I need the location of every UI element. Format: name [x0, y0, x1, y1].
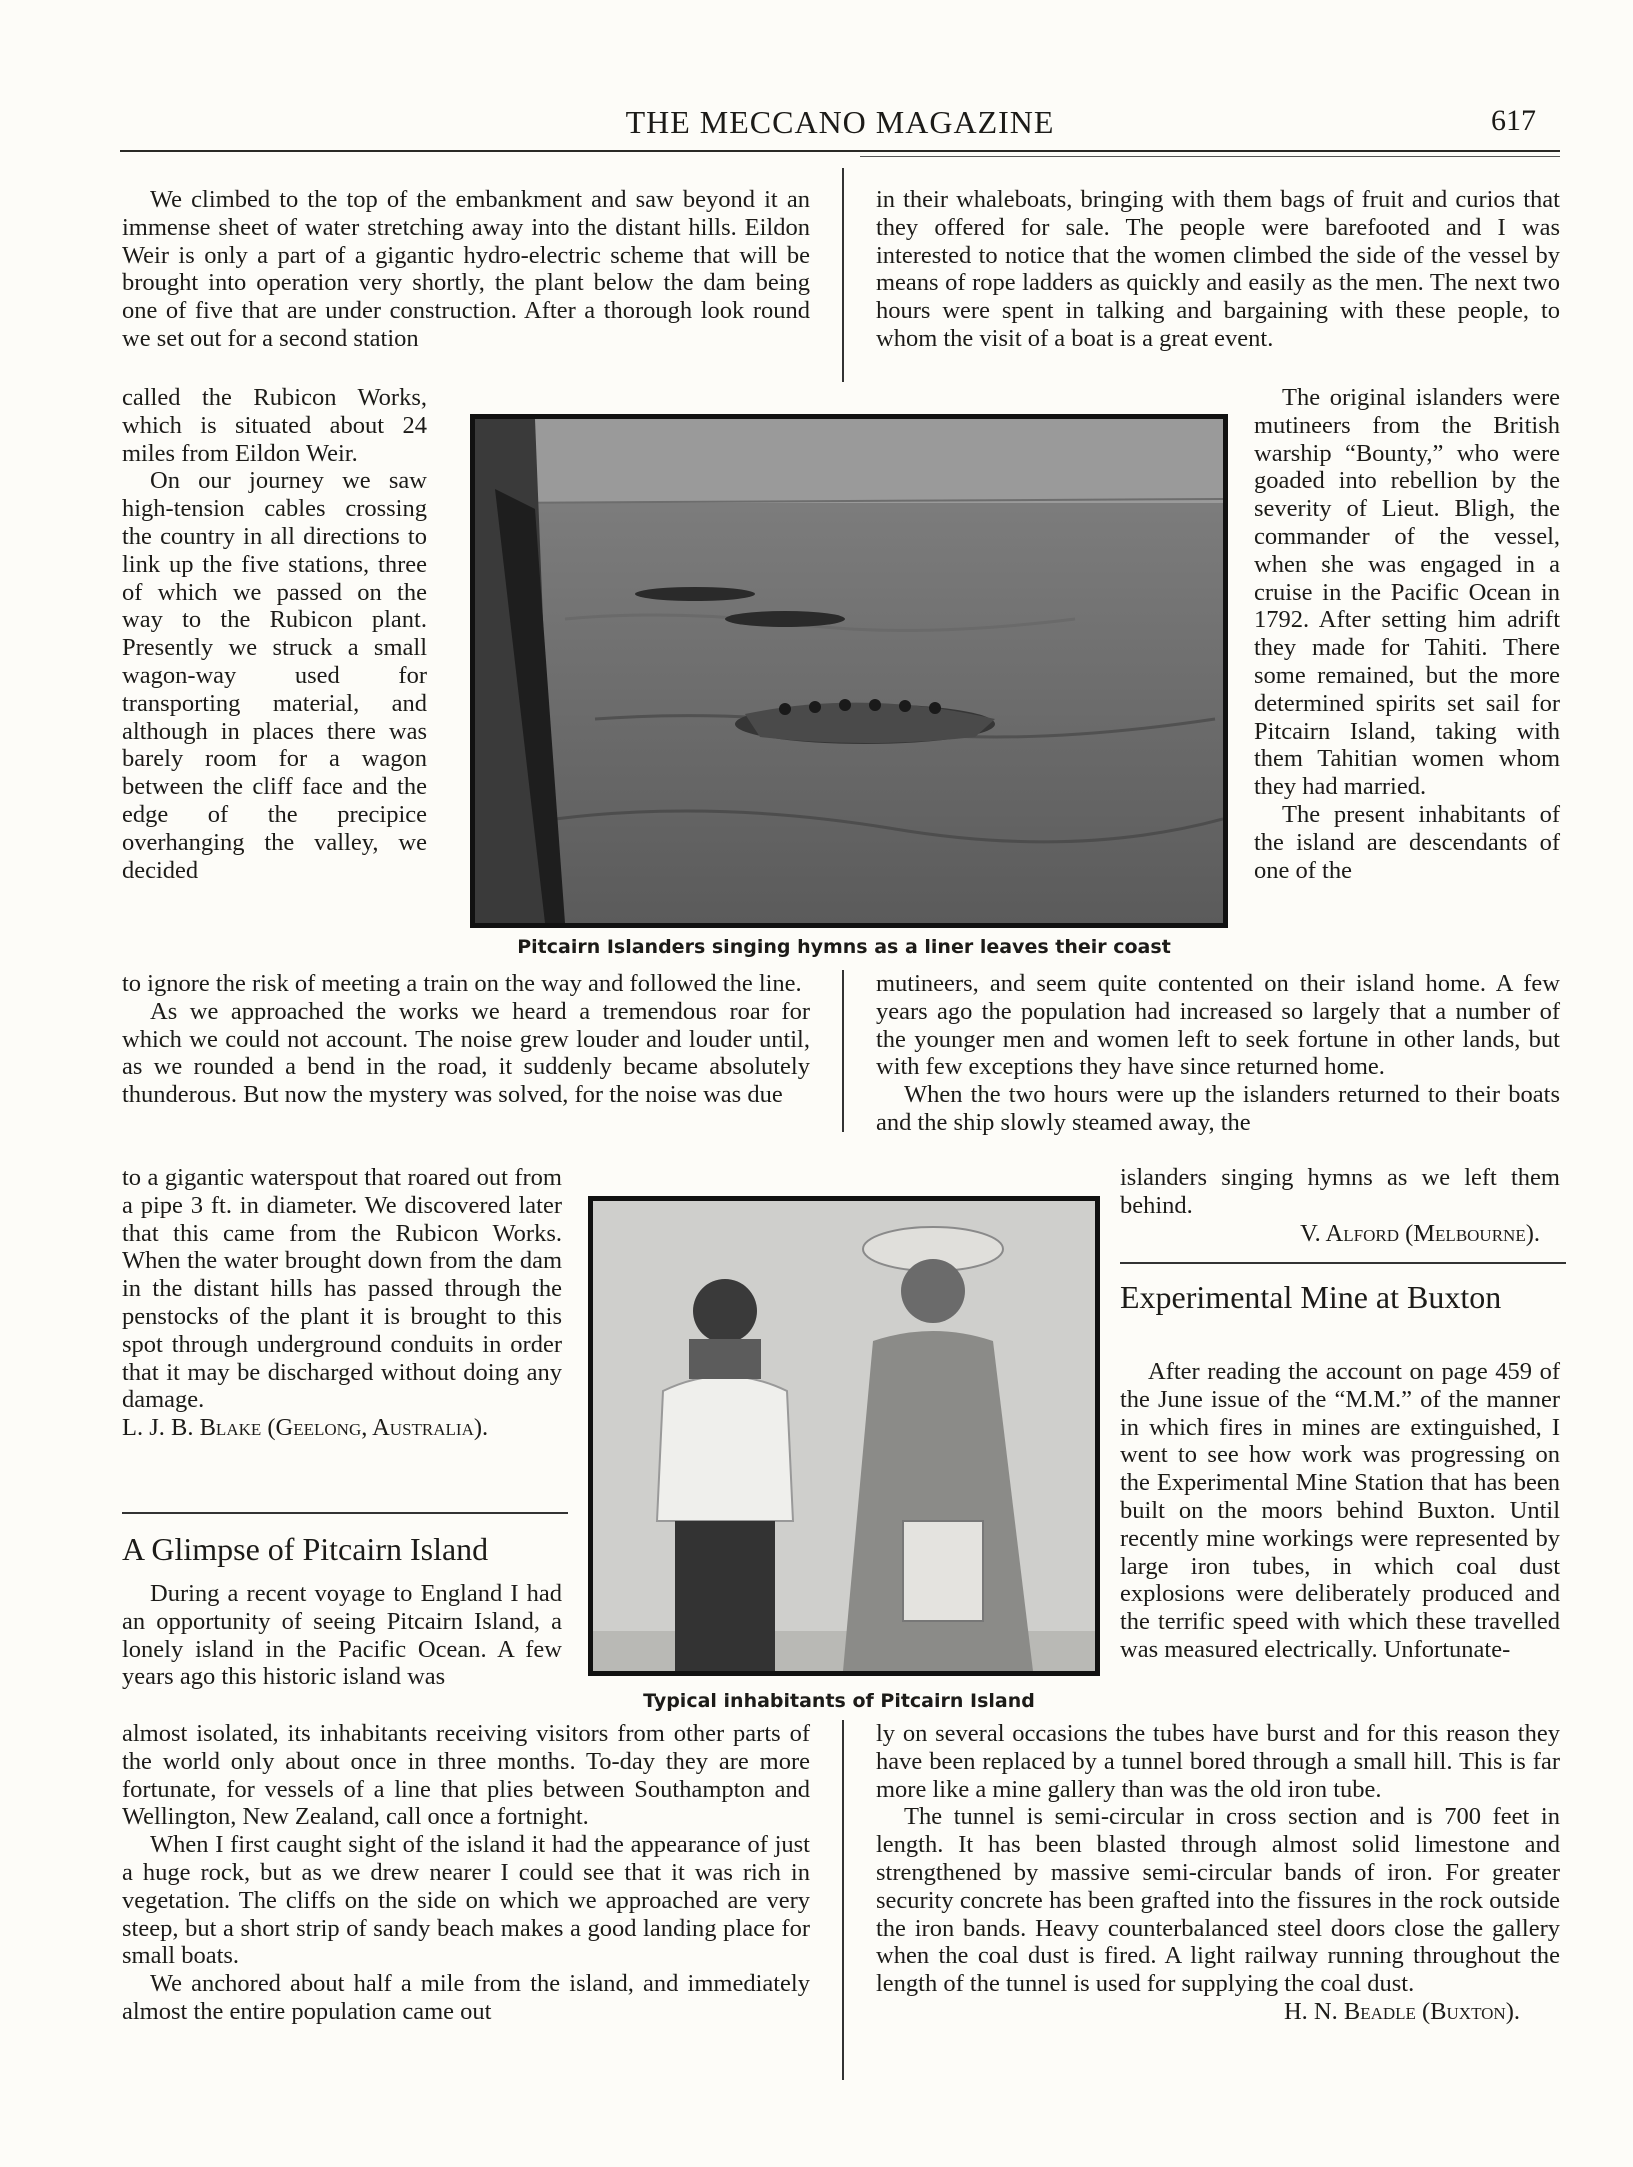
buxton-article-bottom	[876, 1720, 1560, 2026]
paragraph: The present inhabitants of the island are descendants of one of the	[1254, 800, 1560, 884]
paragraph: As we approached the works we heard a tremendous roar for which we could not account. The noise grew louder and louder until, as we rounded a bend in the road, it suddenly became absolutely thunderous. But now the mystery was solved, for the noise was due	[122, 997, 810, 1109]
pitcairn-heading-box	[122, 1532, 568, 1566]
paragraph: When the two hours were up the islanders returned to their boats and the ship slowly steamed away, the	[876, 1081, 1560, 1136]
paragraph: in their whaleboats, bringing with them bags of fruit and curios that they offered for sale. The people were barefooted and I was interested to notice that the women climbed the side of the vessel by means of rope ladders as quickly and easily as the men. The next two hours were spent in talking and bargaining with these people, to whom the visit of a boat is a great event.	[876, 186, 1560, 352]
paragraph: mutineers, and seem quite contented on their island home. A few years ago the population had increased so largely that a number of the younger men and women left to seek fortune in other lands, but with few exceptions they have since returned home.	[876, 970, 1560, 1081]
inhabitants-caption: Typical inhabitants of Pitcairn Island	[643, 1690, 1035, 1712]
paragraph: ly on several occasions the tubes have burst and for this reason they have been replaced by a tunnel bored through a small hill. This is far more like a mine gallery than was the old iron tube.	[876, 1720, 1560, 1803]
blake-article-narrow-2	[122, 1164, 562, 1442]
paragraph: When I first caught sight of the island it had the appearance of just a huge rock, but as we drew nearer I could see that it was rich in vegetation. The cliffs on the side on which we approached are very steep, but a short strip of sandy beach makes a good landing place for small boats.	[122, 1831, 810, 1970]
header-rule	[120, 150, 1560, 152]
paragraph: The original islanders were mutineers from the British warship “Bounty,” who were goaded into rebellion by the severity of Lieut. Bligh, the commander of the vessel, when she was engaged in a cruise in the Pacific Ocean in 1792. After setting him adrift they made for Tahiti. There some remained, but the more determined spirits set sail for Pitcairn Island, taking with them Tahitian women whom they had married.	[1254, 384, 1560, 801]
paragraph: to a gigantic waterspout that roared out from a pipe 3 ft. in diameter. We discovered later that this came from the Rubicon Works. When the water brought down from the dam in the distant hills has passed through the penstocks of the plant it is brought to this spot through underground conduits in order that it may be discharged without doing any damage.	[122, 1164, 562, 1414]
paragraph: The tunnel is semi-circular in cross section and is 700 feet in length. It has been blasted through almost solid limestone and strengthened by massive semi-circular bands of iron. For greater security concrete has been grafted into the fissures in the rock outside the iron bands. Heavy counterbalanced steel doors close the gallery when the coal dust is fired. A light railway running throughout the length of the tunnel is used for supplying the coal dust.	[876, 1803, 1560, 1998]
column-divider	[842, 1720, 844, 2080]
paragraph: islanders singing hymns as we left them behind.	[1120, 1164, 1560, 1219]
blake-article-middle	[122, 970, 810, 1109]
whaleboats-photo	[470, 414, 1228, 928]
inhabitants-photo	[588, 1196, 1100, 1676]
page-number: 617	[1491, 104, 1536, 137]
paragraph: almost isolated, its inhabitants receiving visitors from other parts of the world only about once in three months. To-day they are more fortunate, for vessels of a line that plies between Southampton and Wellington, New Zealand, call once a fortnight.	[122, 1720, 810, 1831]
paragraph: After reading the account on page 459 of the June issue of the “M.M.” of the manner in which fires in mines are extinguished, I went to see how work was progressing on the Experimental Mine Station that has been built on the moors behind Buxton. Until recently mine workings were represented by large iron tubes, in which coal dust explosions were deliberately produced and the terrific speed with which these travelled was measured electrically. Unfortunate-	[1120, 1358, 1560, 1663]
pitcairn-article-right-narrow-2	[1120, 1164, 1560, 1247]
column-divider	[842, 970, 844, 1132]
blake-signature: L. J. B. Blake (Geelong, Australia).	[122, 1414, 489, 1442]
paragraph: We climbed to the top of the embankment and saw beyond it an immense sheet of water stretching away into the distant hills. Eildon Weir is only a part of a gigantic hydro-electric scheme that will be brought into operation very shortly, the plant below the dam being one of five that are under construction. After a thorough look round we set out for a second station	[122, 186, 810, 352]
blake-article-top	[122, 186, 810, 353]
paragraph: During a recent voyage to England I had an opportunity of seeing Pitcairn Island, a lonely island in the Pacific Ocean. A few years ago this historic island was	[122, 1580, 562, 1691]
alford-signature: V. Alford (Melbourne).	[1300, 1219, 1540, 1247]
inhabitants-illustration	[593, 1201, 1095, 1671]
whaleboats-illustration	[475, 419, 1223, 923]
column-divider	[842, 168, 844, 382]
paragraph: On our journey we saw high-tension cables crossing the country in all directions to link up the five stations, three of which we passed on the way to the Rubicon plant. Presently we struck a small wagon-way used for transporting material, and although in places there was barely room for a wagon between the cliff face and the edge of the precipice overhanging the valley, we decided	[122, 467, 427, 884]
pitcairn-article-left-narrow	[122, 1580, 562, 1691]
pitcairn-article-right-narrow	[1254, 384, 1560, 884]
pitcairn-article-right-middle	[876, 970, 1560, 1137]
whaleboats-caption: Pitcairn Islanders singing hymns as a liner leaves their coast	[517, 936, 1171, 958]
section-rule	[122, 1512, 568, 1514]
paragraph: We anchored about half a mile from the island, and immediately almost the entire population came out	[122, 1970, 810, 2025]
buxton-article-narrow	[1120, 1358, 1560, 1664]
pitcairn-article-left-bottom	[122, 1720, 810, 2026]
paragraph: to ignore the risk of meeting a train on the way and followed the line.	[122, 970, 802, 997]
section-rule	[1120, 1262, 1566, 1264]
buxton-heading-box	[1120, 1280, 1560, 1314]
pitcairn-article-right-top	[876, 186, 1560, 353]
magazine-title: THE MECCANO MAGAZINE	[625, 104, 1055, 140]
buxton-heading: Experimental Mine at Buxton	[1120, 1279, 1502, 1315]
blake-article-narrow	[122, 384, 427, 884]
header-rule-thin	[860, 156, 1560, 157]
paragraph: called the Rubicon Works, which is situated about 24 miles from Eildon Weir.	[122, 384, 427, 467]
page-header	[120, 104, 1560, 146]
beadle-signature: H. N. Beadle (Buxton).	[1283, 1997, 1520, 2025]
pitcairn-heading: A Glimpse of Pitcairn Island	[122, 1531, 489, 1567]
